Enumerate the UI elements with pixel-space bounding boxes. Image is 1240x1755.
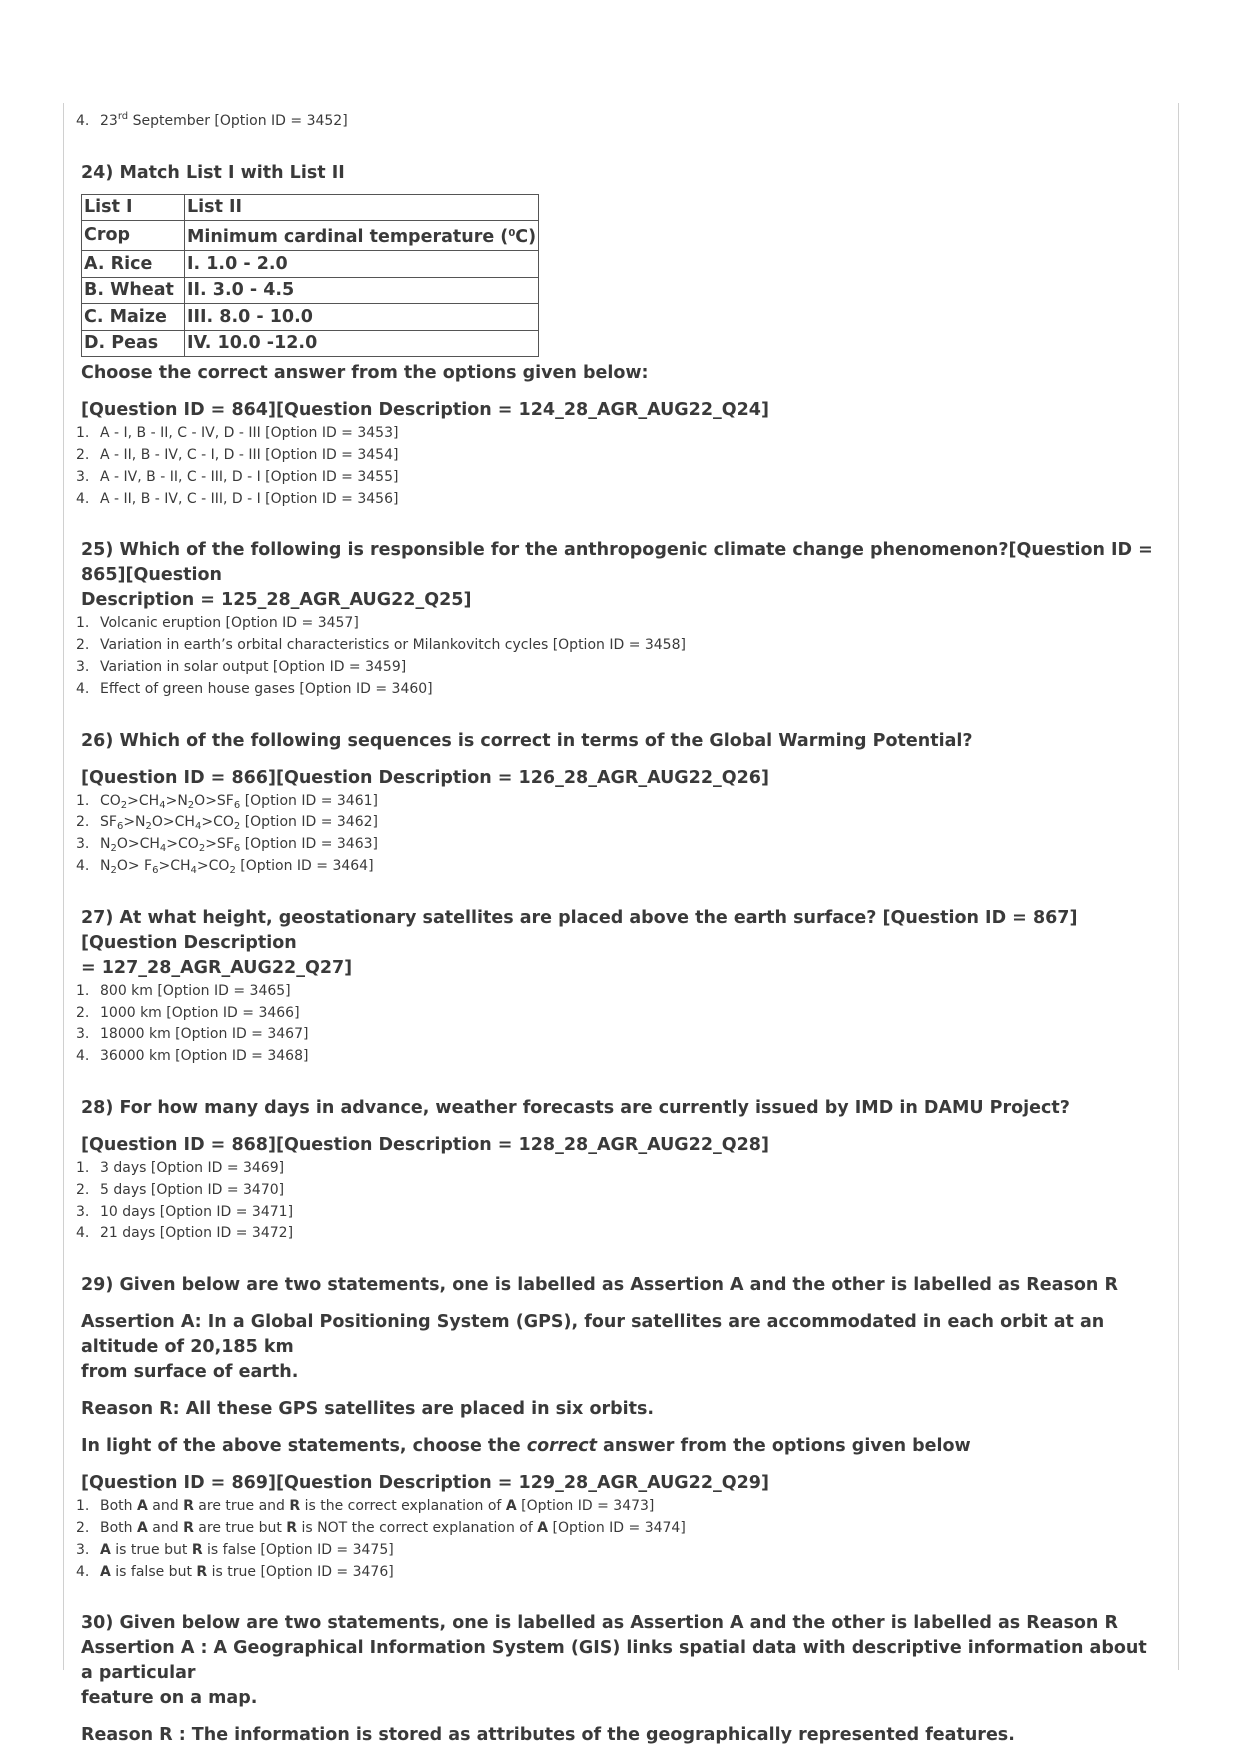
table-cell: D. Peas xyxy=(82,330,185,357)
list-item: 4. A is false but R is true [Option ID = 3476] xyxy=(76,1563,394,1580)
list-item: 1. Volcanic eruption [Option ID = 3457] xyxy=(76,615,359,632)
match-table xyxy=(81,194,539,358)
list-item: 3. A - IV, B - II, C - III, D - I [Option ID = 3455] xyxy=(76,468,399,485)
list-item: 4. 36000 km [Option ID = 3468] xyxy=(76,1048,309,1065)
question-24-meta: [Question ID = 864][Question Description = 124_28_AGR_AUG22_Q24] xyxy=(81,400,769,421)
table-cell: A. Rice xyxy=(82,251,185,278)
list-item: 3. A is true but R is false [Option ID = 3475] xyxy=(76,1541,394,1558)
question-29-options xyxy=(76,1496,1161,1583)
list-item: 2. A - II, B - IV, C - I, D - III [Option ID = 3454] xyxy=(76,447,399,464)
list-item: 4. $N_2O> F_6>CH_4>CO_2$ [Option ID = 3464] xyxy=(76,858,374,877)
list-item: 3. $N_2O>CH_4>CO_2>SF_6$ [Option ID = 3463] xyxy=(76,836,378,855)
question-26-meta: [Question ID = 866][Question Description = 126_28_AGR_AUG22_Q26] xyxy=(81,767,769,788)
list-item: 2. $SF_6>N_2O>CH_4>CO_2$ [Option ID = 3462] xyxy=(76,814,378,833)
list-item: 4. 21 days [Option ID = 3472] xyxy=(76,1225,294,1242)
question-28-meta: [Question ID = 868][Question Description = 128_28_AGR_AUG22_Q28] xyxy=(81,1135,769,1156)
question-30-assertion-cont: feature on a map. xyxy=(81,1688,258,1709)
list-item: 1. 800 km [Option ID = 3465] xyxy=(76,982,291,999)
question-26-options xyxy=(76,791,1161,878)
question-25-title-cont: Description = 125_28_AGR_AUG22_Q25] xyxy=(81,590,472,611)
table-row xyxy=(82,330,539,357)
question-29-assertion-cont: from surface of earth. xyxy=(81,1362,299,1383)
formula: $N_2O>CH_4>CO_2>SF_6$ xyxy=(100,836,241,855)
question-28-title: 28) For how many days in advance, weather forecasts are currently issued by IMD in DAMU Project? xyxy=(81,1098,1070,1119)
table-cell: List II xyxy=(185,194,539,221)
table-cell: IV. 10.0 -12.0 xyxy=(185,330,539,357)
list-item: 1. 3 days [Option ID = 3469] xyxy=(76,1160,285,1177)
formula: $SF_6>N_2O>CH_4>CO_2$ xyxy=(100,814,241,833)
list-item: 3. 10 days [Option ID = 3471] xyxy=(76,1203,294,1220)
question-28-options xyxy=(76,1158,1161,1245)
table-cell: II. 3.0 - 4.5 xyxy=(185,277,539,304)
list-item: 2. 5 days [Option ID = 3470] xyxy=(76,1181,285,1198)
page-border-left xyxy=(63,103,64,1670)
table-cell: List I xyxy=(82,194,185,221)
table-cell: Crop xyxy=(82,221,185,251)
question-29-title: 29) Given below are two statements, one is labelled as Assertion A and the other is labelled as Reason R xyxy=(81,1275,1118,1296)
list-item: 2. 1000 km [Option ID = 3466] xyxy=(76,1004,300,1021)
table-row xyxy=(82,251,539,278)
question-24-options xyxy=(76,423,1161,510)
question-24-instruction: Choose the correct answer from the options given below: xyxy=(81,363,649,384)
list-item: 2. Variation in earth’s orbital characteristics or Milankovitch cycles [Option ID = 3458] xyxy=(76,637,686,654)
question-25-options xyxy=(76,613,1161,700)
question-29-meta: [Question ID = 869][Question Description = 129_28_AGR_AUG22_Q29] xyxy=(81,1473,769,1494)
question-27-title: 27) At what height, geostationary satellites are placed above the earth surface? [Question ID = 867][Question Description xyxy=(81,907,1078,953)
table-cell: C. Maize xyxy=(82,304,185,331)
list-item: 2. Both A and R are true but R is NOT the correct explanation of A [Option ID = 3474] xyxy=(76,1520,686,1537)
table-cell: I. 1.0 - 2.0 xyxy=(185,251,539,278)
list-item: 4. 23rd September [Option ID = 3452] xyxy=(76,111,348,129)
question-25-title: 25) Which of the following is responsible for the anthropogenic climate change phenomenon?[Question ID = 865][Question xyxy=(81,540,1153,586)
formula: $N_2O> F_6>CH_4>CO_2$ xyxy=(100,858,236,877)
question-paper xyxy=(76,106,1161,1748)
list-item: 4. Effect of green house gases [Option ID = 3460] xyxy=(76,680,433,697)
question-29-assertion: Assertion A: In a Global Positioning System (GPS), four satellites are accommodated in each orbit at an altitude of 20,185 km xyxy=(81,1312,1105,1358)
formula: $CO_2>CH_4>N_2O>SF_6$ xyxy=(100,792,241,811)
question-30-title: 30) Given below are two statements, one is labelled as Assertion A and the other is labelled as Reason R xyxy=(81,1613,1118,1634)
question-29-reason: Reason R: All these GPS satellites are placed in six orbits. xyxy=(81,1399,655,1420)
table-cell: III. 8.0 - 10.0 xyxy=(185,304,539,331)
question-24-title: 24) Match List I with List II xyxy=(81,162,345,183)
question-30-assertion: Assertion A : A Geographical Information System (GIS) links spatial data with descriptive information about a particular xyxy=(81,1638,1147,1684)
question-27-options xyxy=(76,981,1161,1068)
question-29-instruction: In light of the above statements, choose the correct answer from the options given below xyxy=(81,1436,971,1457)
list-item: 3. 18000 km [Option ID = 3467] xyxy=(76,1026,309,1043)
table-row xyxy=(82,277,539,304)
table-row xyxy=(82,221,539,251)
question-27-title-cont: = 127_28_AGR_AUG22_Q27] xyxy=(81,957,353,978)
list-item: 1. $CO_2>CH_4>N_2O>SF_6$ [Option ID = 3461] xyxy=(76,792,378,811)
list-item: 1. Both A and R are true and R is the correct explanation of A [Option ID = 3473] xyxy=(76,1498,655,1515)
table-cell: Minimum cardinal temperature ($^0$C) xyxy=(185,221,539,251)
list-item: 1. A - I, B - II, C - IV, D - III [Option ID = 3453] xyxy=(76,425,399,442)
question-26-title: 26) Which of the following sequences is correct in terms of the Global Warming Potential? xyxy=(81,730,973,751)
question-30-reason: Reason R : The information is stored as attributes of the geographically represented features. xyxy=(81,1725,1015,1746)
list-item: 4. A - II, B - IV, C - III, D - I [Option ID = 3456] xyxy=(76,490,399,507)
table-cell: B. Wheat xyxy=(82,277,185,304)
list-item: 3. Variation in solar output [Option ID = 3459] xyxy=(76,659,407,676)
page-border-right xyxy=(1178,103,1179,1670)
table-row xyxy=(82,304,539,331)
table-row xyxy=(82,194,539,221)
